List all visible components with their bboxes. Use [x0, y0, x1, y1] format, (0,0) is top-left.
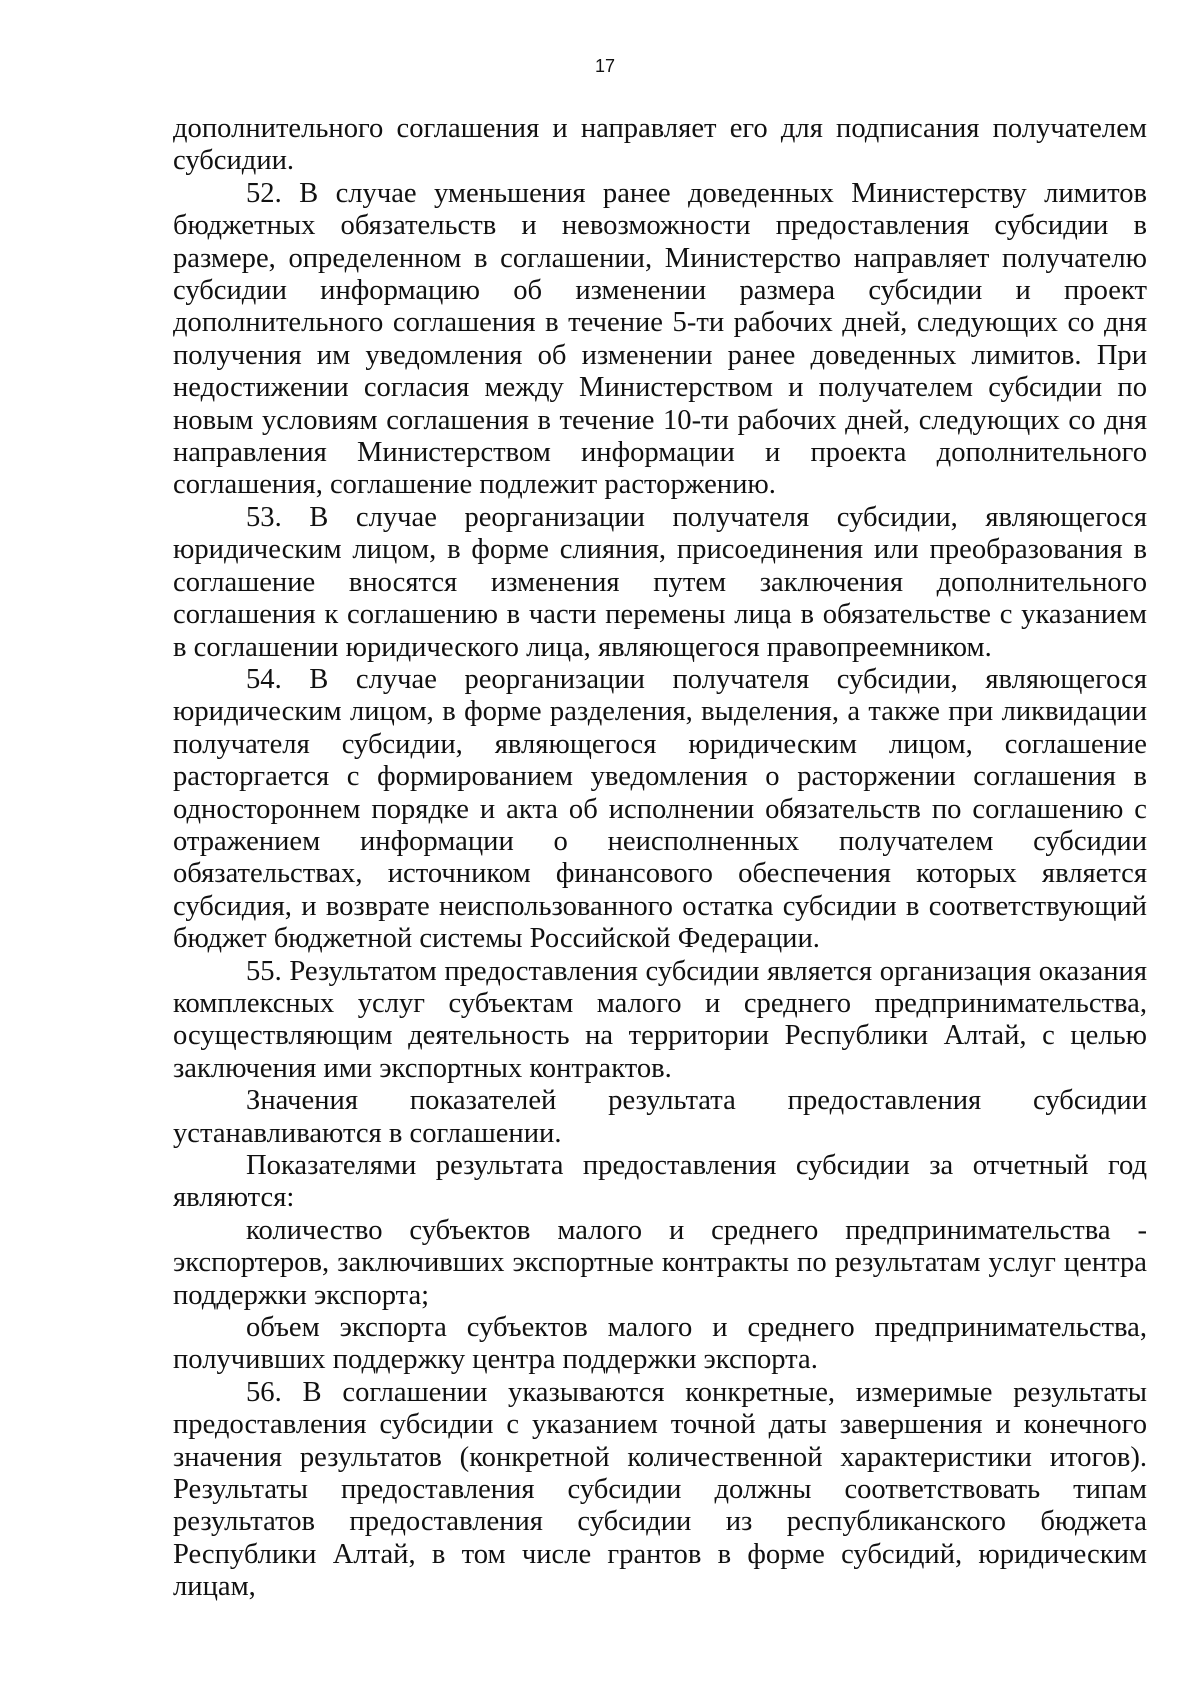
paragraph-52: 52. В случае уменьшения ранее доведенных Министерству лимитов бюджетных обязательств и невозможности предоставления субсидии в размере, определенном в соглашении, Министерство направляет получателю субсидии информацию об изменении размера субсидии и проект дополнительного соглашения в течение 5-ти рабочих дней, следующих со дня получения им уведомления об изменении ранее доведенных лимитов. При недостижении согласия между Министерством и получателем субсидии по новым условиям соглашения в течение 10-ти рабочих дней, следующих со дня направления Министерством информации и проекта дополнительного соглашения, соглашение подлежит расторжению.	[173, 177, 1147, 501]
document-body	[173, 113, 1147, 1604]
paragraph-continuation: дополнительного соглашения и направляет его для подписания получателем субсидии.	[173, 113, 1147, 177]
paragraph-indicator-values: Значения показателей результата предоставления субсидии устанавливаются в соглашении.	[173, 1085, 1147, 1149]
paragraph-53: 53. В случае реорганизации получателя субсидии, являющегося юридическим лицом, в форме слияния, присоединения или преобразования в соглашение вносятся изменения путем заключения дополнительного соглашения к соглашению в части перемены лица в обязательстве с указанием в соглашении юридического лица, являющегося правопреемником.	[173, 501, 1147, 663]
paragraph-indicators-intro: Показателями результата предоставления субсидии за отчетный год являются:	[173, 1150, 1147, 1214]
paragraph-54: 54. В случае реорганизации получателя субсидии, являющегося юридическим лицом, в форме разделения, выделения, а также при ликвидации получателя субсидии, являющегося юридическим лицом, соглашение расторгается с формированием уведомления о расторжении соглашения в одностороннем порядке и акта об исполнении обязательств по соглашению с отражением информации о неисполненных получателем субсидии обязательствах, источником финансового обеспечения которых является субсидия, и возврате неиспользованного остатка субсидии в соответствующий бюджет бюджетной системы Российской Федерации.	[173, 663, 1147, 955]
paragraph-55: 55. Результатом предоставления субсидии является организация оказания комплексных услуг субъектам малого и среднего предпринимательства, осуществляющим деятельность на территории Республики Алтай, с целью заключения ими экспортных контрактов.	[173, 955, 1147, 1084]
paragraph-indicator-export-volume: объем экспорта субъектов малого и среднего предпринимательства, получивших поддержку центра поддержки экспорта.	[173, 1312, 1147, 1376]
page-number: 17	[594, 56, 616, 76]
paragraph-56: 56. В соглашении указываются конкретные, измеримые результаты предоставления субсидии с указанием точной даты завершения и конечного значения результатов (конкретной количественной характеристики итогов). Результаты предоставления субсидии должны соответствовать типам результатов предоставления субсидии из республиканского бюджета Республики Алтай, в том числе грантов в форме субсидий, юридическим лицам,	[173, 1376, 1147, 1603]
paragraph-indicator-exporters: количество субъектов малого и среднего предпринимательства - экспортеров, заключивших экспортные контракты по результатам услуг центра поддержки экспорта;	[173, 1214, 1147, 1311]
